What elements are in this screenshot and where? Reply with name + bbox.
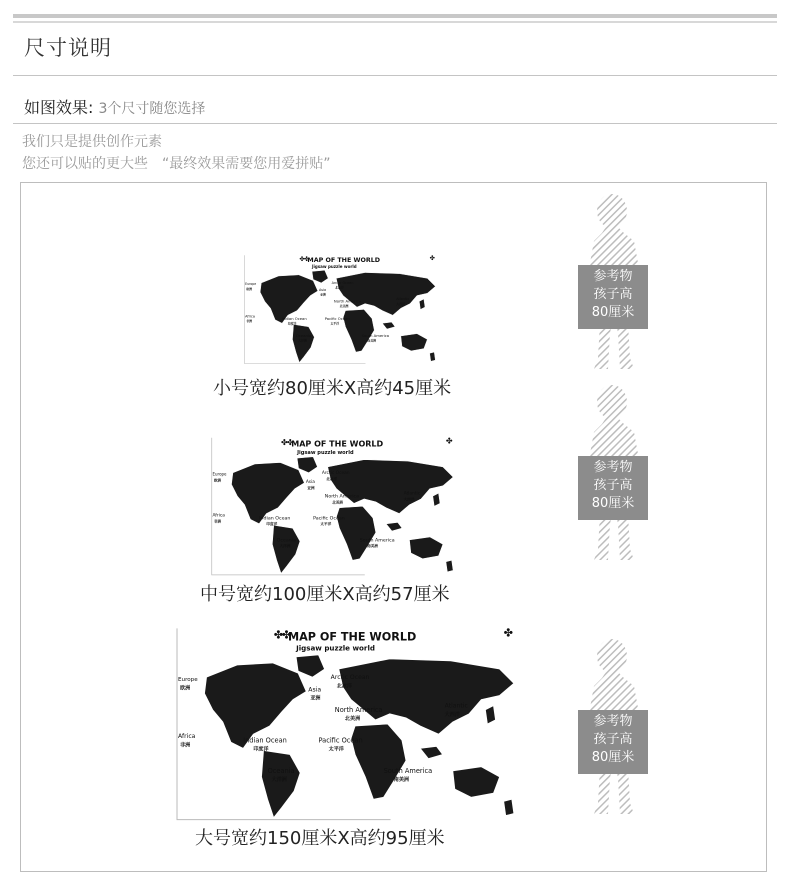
- subheader: [24, 95, 205, 118]
- map-label-title: MAP OF THE WORLD: [291, 439, 384, 449]
- child-reference-figure: [584, 193, 658, 373]
- map-label-oceania-cn: 大洋洲: [271, 776, 287, 783]
- map-label-subtitle: Jigsaw puzzle world: [297, 449, 354, 456]
- map-label-oceania-cn: 大洋洲: [298, 338, 307, 343]
- puzzle-piece-icon: ✤: [281, 628, 292, 642]
- puzzle-piece-icon: ✤: [281, 438, 288, 447]
- reference-line-2: 孩子高: [593, 478, 633, 493]
- map-label-atlantic-cn: 大西洋: [444, 711, 460, 718]
- map-label-south-america-cn: 南美洲: [367, 338, 377, 343]
- map-label-north-america-cn: 北美洲: [339, 304, 349, 309]
- map-label-arctic: Arctic Ocean: [330, 674, 370, 682]
- reference-line-3: 80厘米: [591, 305, 635, 320]
- map-label-africa-cn: 非洲: [213, 519, 222, 524]
- size-caption-small: 小号宽约80厘米X高约45厘米: [213, 378, 452, 399]
- map-label-arctic-cn: 北冰洋: [326, 477, 338, 482]
- continent-piece: [386, 522, 402, 531]
- map-label-africa: Africa: [245, 314, 255, 319]
- map-label-subtitle: Jigsaw puzzle world: [312, 263, 357, 269]
- map-label-indian: Indian Ocean: [259, 516, 291, 522]
- subheader-label: 如图效果:: [24, 98, 94, 117]
- map-label-pacific-cn: 太平洋: [330, 321, 340, 326]
- map-label-africa: Africa: [178, 733, 196, 741]
- puzzle-piece-icon: ✤: [429, 254, 435, 262]
- continent-piece: [420, 746, 442, 758]
- continent-piece: [382, 322, 395, 329]
- continent-piece: [401, 334, 428, 351]
- world-map-large: [176, 628, 522, 822]
- map-label-europe: Europe: [212, 471, 227, 477]
- map-label-arctic: Arctic Ocean: [321, 471, 350, 477]
- continent-piece: [430, 352, 436, 361]
- map-label-pacific-cn: 太平洋: [320, 522, 332, 527]
- map-label-oceania: Oceania: [267, 766, 295, 775]
- map-label-asia-cn: 亚洲: [307, 485, 315, 490]
- map-label-atlantic: Atlantic: [396, 297, 410, 302]
- map-label-europe-cn: 欧洲: [213, 478, 222, 483]
- reference-line-1: 参考物: [593, 460, 633, 475]
- puzzle-piece-icon: ✤: [273, 628, 284, 642]
- puzzle-piece-icon: ✤: [445, 436, 453, 446]
- reference-line-3: 80厘米: [591, 496, 635, 511]
- map-label-south-america-cn: 南美洲: [393, 776, 410, 783]
- reference-line-1: 参考物: [593, 269, 633, 284]
- child-reference-figure: [584, 638, 658, 818]
- continent-piece: [272, 525, 300, 573]
- puzzle-piece-icon: ✤: [299, 256, 305, 263]
- subheader-divider: [13, 123, 777, 124]
- map-label-indian-cn: 印度洋: [253, 746, 269, 753]
- subheader-note: 3个尺寸随您选择: [98, 101, 206, 117]
- map-label-south-america-cn: 南美洲: [367, 544, 378, 549]
- map-label-south-america: South America: [383, 766, 433, 775]
- map-label-atlantic-cn: 大西洋: [403, 497, 415, 502]
- size-caption-large: 大号宽约150厘米X高约95厘米: [195, 828, 445, 849]
- map-label-pacific-cn: 太平洋: [328, 746, 344, 753]
- reference-badge: [578, 456, 648, 520]
- map-label-indian-cn: 印度洋: [287, 321, 297, 326]
- map-label-europe-cn: 欧洲: [246, 286, 253, 291]
- map-label-europe: Europe: [178, 677, 198, 684]
- title-divider: [13, 75, 777, 76]
- top-divider-thin: [13, 21, 777, 23]
- continent-piece: [453, 767, 500, 798]
- map-label-north-america: North America: [333, 299, 361, 304]
- continent-piece: [312, 270, 328, 283]
- reference-line-1: 参考物: [593, 714, 633, 729]
- description-line-2: 您还可以贴的更大些 “最终效果需要您用爱拼贴”: [22, 156, 331, 172]
- continent-piece: [433, 493, 440, 506]
- map-label-north-america: North America: [334, 705, 383, 714]
- map-label-title: MAP OF THE WORLD: [307, 257, 381, 265]
- world-map-svg: [211, 436, 459, 578]
- map-label-north-america: North America: [324, 494, 360, 500]
- description-line-1: 我们只是提供创作元素: [22, 134, 162, 150]
- map-label-indian-cn: 印度洋: [266, 522, 278, 527]
- puzzle-piece-icon: ✤: [503, 628, 514, 640]
- map-label-indian: Indian Ocean: [243, 736, 287, 745]
- map-label-indian: Indian Ocean: [282, 316, 307, 321]
- size-caption-medium: 中号宽约100厘米X高约57厘米: [200, 584, 450, 605]
- continent-piece: [296, 655, 324, 677]
- map-label-asia: Asia: [318, 287, 327, 292]
- puzzle-piece-icon: ✤: [286, 438, 294, 447]
- map-label-africa-cn: 非洲: [246, 319, 253, 324]
- world-map-small: [244, 254, 440, 366]
- continent-piece: [351, 724, 406, 799]
- reference-line-3: 80厘米: [591, 750, 635, 765]
- world-map-medium: [211, 436, 459, 578]
- continent-piece: [485, 706, 495, 724]
- map-label-oceania-cn: 大洋洲: [279, 544, 291, 549]
- map-label-pacific: Pacific Ocean: [313, 516, 345, 522]
- map-label-europe-cn: 欧洲: [180, 685, 191, 692]
- map-label-asia-cn: 亚洲: [310, 695, 321, 702]
- map-label-south-america: South America: [361, 334, 390, 339]
- map-label-arctic-cn: 北冰洋: [335, 285, 344, 290]
- continent-piece: [446, 560, 453, 572]
- map-label-europe: Europe: [245, 282, 257, 287]
- map-label-oceania: Oceania: [295, 334, 312, 339]
- world-map-svg: [244, 254, 440, 366]
- continent-piece: [504, 799, 514, 815]
- top-divider: [13, 14, 777, 18]
- reference-badge: [578, 265, 648, 329]
- map-label-pacific: Pacific Ocean: [318, 736, 363, 745]
- map-label-north-america-cn: 北美洲: [344, 715, 361, 722]
- map-label-south-america: South America: [359, 538, 395, 544]
- section-title: 尺寸说明: [24, 36, 112, 60]
- map-label-atlantic: Atlantic: [444, 702, 468, 710]
- map-label-oceania: Oceania: [276, 538, 297, 544]
- continent-piece: [419, 299, 425, 309]
- map-label-atlantic: Atlantic: [403, 491, 421, 497]
- map-label-pacific: Pacific Ocean: [324, 316, 350, 321]
- continent-piece: [297, 457, 317, 473]
- puzzle-piece-icon: ✤: [303, 256, 310, 263]
- continent-piece: [409, 537, 443, 559]
- continent-piece: [292, 324, 314, 362]
- map-label-africa: Africa: [212, 513, 225, 519]
- reference-line-2: 孩子高: [593, 732, 633, 747]
- map-label-asia: Asia: [308, 686, 322, 694]
- map-label-title: MAP OF THE WORLD: [287, 630, 417, 644]
- world-map-svg: [176, 628, 522, 822]
- map-label-atlantic-cn: 大西洋: [396, 301, 405, 306]
- map-label-africa-cn: 非洲: [180, 742, 191, 749]
- map-label-north-america-cn: 北美洲: [332, 500, 343, 505]
- map-label-arctic: Arctic Ocean: [331, 281, 354, 286]
- continent-piece: [261, 750, 300, 817]
- map-label-asia-cn: 亚洲: [320, 292, 326, 297]
- reference-line-2: 孩子高: [593, 287, 633, 302]
- reference-badge: [578, 710, 648, 774]
- child-reference-figure: [584, 384, 658, 564]
- map-label-asia: Asia: [305, 479, 315, 485]
- map-label-arctic-cn: 北冰洋: [336, 683, 353, 690]
- map-label-subtitle: Jigsaw puzzle world: [296, 643, 375, 653]
- continent-piece: [336, 506, 375, 560]
